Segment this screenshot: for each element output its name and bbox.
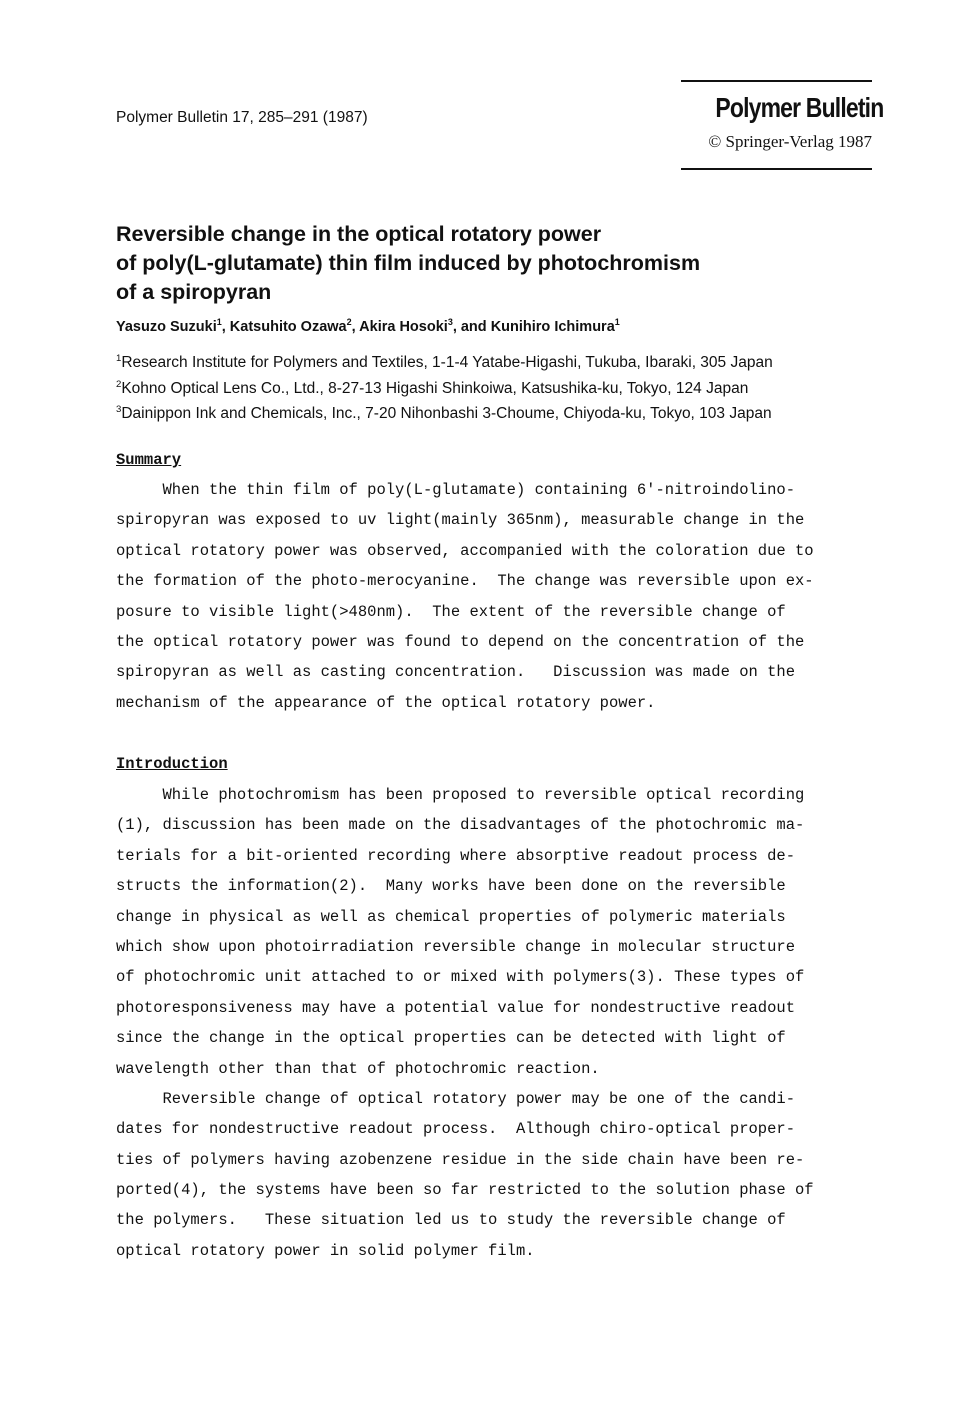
introduction-line: structs the information(2). Many works have been done on the reversible — [116, 877, 786, 896]
introduction-line: of photochromic unit attached to or mixed with polymers(3). These types of — [116, 968, 805, 987]
affiliation — [116, 401, 773, 427]
introduction-line: which show upon photoirradiation reversible change in molecular structure — [116, 937, 796, 956]
summary-line: mechanism of the appearance of the optical rotatory power. — [116, 693, 656, 712]
affiliation-text: Dainippon Ink and Chemicals, Inc., 7-20 Nihonbashi 3-Choume, Chiyoda-ku, Tokyo, 103 Japan — [121, 405, 772, 422]
author-name: Yasuzo Suzuki — [116, 319, 217, 335]
introduction-line: optical rotatory power in solid polymer film. — [116, 1241, 535, 1260]
summary-body — [116, 475, 876, 718]
author-name: Kunihiro Ichimura — [490, 319, 615, 335]
title-line: Reversible change in the optical rotatory power — [116, 222, 602, 246]
title-line: of poly(L-glutamate) thin film induced by photochromism — [116, 251, 701, 275]
affiliation — [116, 376, 773, 402]
introduction-line: wavelength other than that of photochromic reaction. — [116, 1059, 600, 1078]
summary-line: spiropyran was exposed to uv light(mainly 365nm), measurable change in the — [116, 511, 805, 530]
summary-line: the formation of the photo-merocyanine. The change was reversible upon ex- — [116, 572, 814, 591]
introduction-line: (1), discussion has been made on the disadvantages of the photochromic ma- — [116, 816, 805, 835]
affiliation-text: Kohno Optical Lens Co., Ltd., 8-27-13 Higashi Shinkoiwa, Katsushika-ku, Tokyo, 124 Japan — [121, 379, 749, 397]
introduction-line: change in physical as well as chemical properties of polymeric materials — [116, 907, 786, 926]
introduction-heading: Introduction — [116, 755, 228, 773]
summary-line: When the thin film of poly(L-glutamate) containing 6'-nitroindolino- — [116, 481, 796, 499]
author-name: Katsuhito Ozawa — [229, 319, 347, 335]
summary-line: optical rotatory power was observed, accompanied with the coloration due to — [116, 541, 814, 560]
summary-line: posure to visible light(>480nm). The extent of the reversible change of — [116, 602, 786, 621]
author-affiliation-mark: 3 — [447, 317, 453, 328]
affiliation-list — [116, 350, 773, 427]
affiliation-mark: 2 — [116, 378, 122, 390]
affiliation-mark: 3 — [116, 403, 122, 415]
introduction-line: terials for a bit-oriented recording where absorptive readout process de- — [116, 846, 796, 865]
introduction-line: the polymers. These situation led us to study the reversible change of — [116, 1211, 786, 1230]
affiliation-mark: 1 — [116, 352, 122, 364]
affiliation — [116, 350, 773, 376]
author-affiliation-mark: 1 — [216, 317, 222, 328]
introduction-line: dates for nondestructive readout process. Although chiro-optical proper- — [116, 1120, 796, 1139]
paper-title — [116, 220, 816, 307]
introduction-line: since the change in the optical properties can be detected with light of — [116, 1029, 786, 1048]
introduction-line: ties of polymers having azobenzene residue in the side chain have been re- — [116, 1150, 805, 1169]
introduction-line: photoresponsiveness may have a potential value for nondestructive readout — [116, 998, 796, 1017]
author-affiliation-mark: 1 — [614, 317, 620, 328]
title-line: of a spiropyran — [116, 280, 272, 304]
author-list — [116, 319, 620, 335]
author-affiliation-mark: 2 — [346, 317, 352, 328]
summary-heading: Summary — [116, 451, 182, 469]
affiliation-text: Research Institute for Polymers and Textiles, 1-1-4 Yatabe-Higashi, Tukuba, Ibaraki, 305 Japan — [121, 354, 773, 371]
introduction-line: ported(4), the systems have been so far restricted to the solution phase of — [116, 1181, 814, 1200]
summary-line: the optical rotatory power was found to depend on the concentration of the — [116, 632, 805, 651]
author-separator: , and — [452, 319, 491, 335]
introduction-line: Reversible change of optical rotatory power may be one of the candi- — [116, 1089, 796, 1108]
journal-citation: Polymer Bulletin 17, 285–291 (1987) — [116, 109, 368, 126]
journal-masthead — [681, 80, 884, 170]
introduction-line: While photochromism has been proposed to reversible optical recording — [116, 786, 805, 804]
masthead-title: Polymer Bulletin — [715, 92, 884, 123]
summary-line: spiropyran as well as casting concentration. Discussion was made on the — [116, 663, 796, 682]
introduction-body — [116, 780, 876, 1266]
author-name: Akira Hosoki — [359, 319, 448, 335]
author-separator: , — [221, 319, 230, 335]
masthead-copyright: © Springer-Verlag 1987 — [708, 132, 872, 151]
author-separator: , — [351, 319, 360, 335]
